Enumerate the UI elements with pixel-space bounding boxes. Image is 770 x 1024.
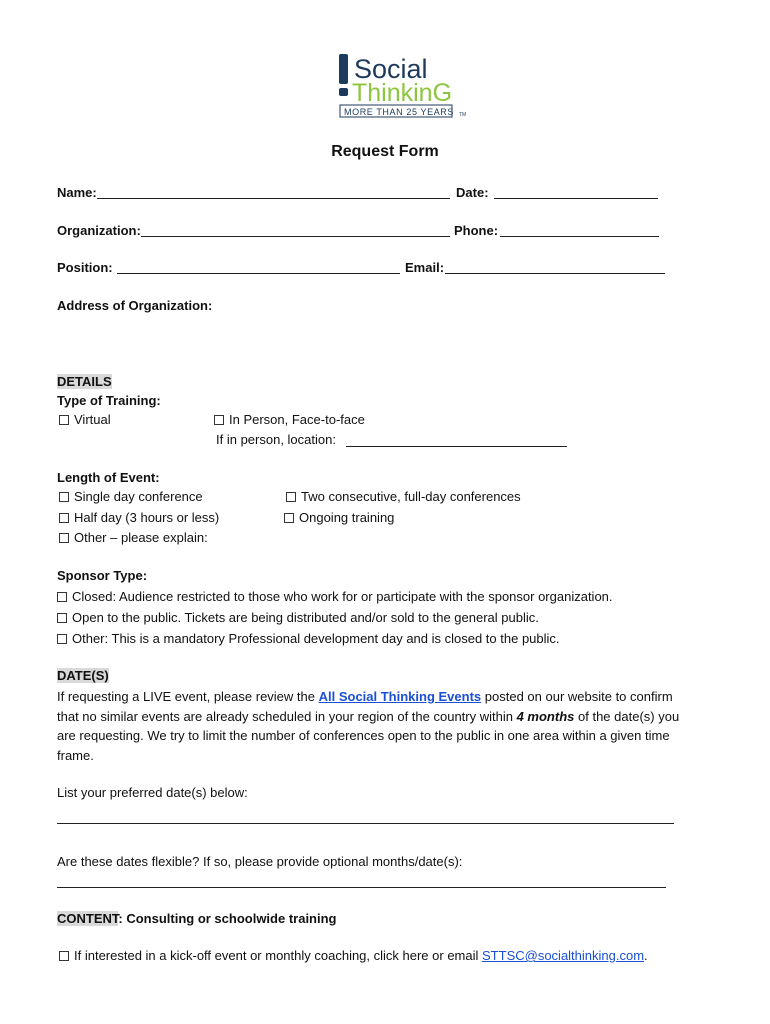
virtual-checkbox[interactable] bbox=[59, 415, 69, 425]
position-field[interactable] bbox=[117, 273, 400, 274]
preferred-dates-field[interactable] bbox=[57, 823, 674, 824]
flexible-dates-label: Are these dates flexible? If so, please provide optional months/date(s): bbox=[57, 854, 463, 869]
single-day-option[interactable]: Single day conference bbox=[59, 489, 203, 504]
all-events-link[interactable]: All Social Thinking Events bbox=[318, 689, 482, 704]
flexible-dates-field[interactable] bbox=[57, 887, 666, 888]
phone-field[interactable] bbox=[500, 236, 659, 237]
location-field[interactable] bbox=[346, 446, 567, 447]
logo-word-thinking: ThinkinG bbox=[352, 79, 453, 107]
email-field[interactable] bbox=[445, 273, 665, 274]
organization-field[interactable] bbox=[141, 236, 450, 237]
logo-tagline: MORE THAN 25 YEARS bbox=[344, 107, 454, 117]
coaching-checkbox[interactable] bbox=[59, 951, 69, 961]
length-label: Length of Event: bbox=[57, 470, 160, 485]
coaching-interest-option[interactable]: If interested in a kick-off event or monthly coaching, click here or email STTSC@socialthinking.com. bbox=[59, 948, 648, 963]
dates-paragraph: If requesting a LIVE event, please review the All Social Thinking Events posted on our website to confirm that no similar events are already scheduled in your region of the country within 4 months of the date(s) you are requesting. We try to limit the number of conferences open to the public in one area within a given time frame. bbox=[57, 689, 680, 763]
half-day-checkbox[interactable] bbox=[59, 513, 69, 523]
other-checkbox[interactable] bbox=[59, 533, 69, 543]
organization-label: Organization bbox=[57, 223, 137, 238]
other-option[interactable]: Other – please explain: bbox=[59, 530, 208, 545]
address-label: Address of Organization: bbox=[57, 298, 213, 313]
details-heading: DETAILS bbox=[57, 374, 112, 389]
virtual-option[interactable]: Virtual bbox=[59, 412, 111, 427]
preferred-dates-label: List your preferred date(s) below: bbox=[57, 785, 248, 800]
date-label: Date bbox=[456, 185, 485, 200]
dates-heading: DATE(S) bbox=[57, 668, 109, 683]
open-checkbox[interactable] bbox=[57, 613, 67, 623]
two-day-checkbox[interactable] bbox=[286, 492, 296, 502]
logo-word-social: Social bbox=[354, 54, 428, 84]
half-day-option[interactable]: Half day (3 hours or less) bbox=[59, 510, 219, 525]
phone-label: Phone bbox=[454, 223, 494, 238]
date-field[interactable] bbox=[494, 198, 658, 199]
mandatory-checkbox[interactable] bbox=[57, 634, 67, 644]
in-person-checkbox[interactable] bbox=[214, 415, 224, 425]
email-label: Email bbox=[405, 260, 440, 275]
open-option[interactable]: Open to the public. Tickets are being distributed and/or sold to the general public. bbox=[57, 610, 539, 625]
social-thinking-logo bbox=[338, 52, 474, 120]
position-label: Position bbox=[57, 260, 109, 275]
page-title: Request Form bbox=[331, 143, 439, 160]
location-label: If in person, location: bbox=[216, 432, 336, 447]
sponsor-type-label: Sponsor Type: bbox=[57, 568, 148, 583]
name-label: Name bbox=[57, 185, 93, 200]
single-day-checkbox[interactable] bbox=[59, 492, 69, 502]
ongoing-checkbox[interactable] bbox=[284, 513, 294, 523]
closed-option[interactable]: Closed: Audience restricted to those who work for or participate with the sponsor organization. bbox=[57, 589, 613, 604]
mandatory-option[interactable]: Other: This is a mandatory Professional development day and is closed to the public. bbox=[57, 631, 560, 646]
name-field[interactable] bbox=[97, 198, 450, 199]
content-heading: CONTENT: Consulting or schoolwide training bbox=[57, 911, 337, 926]
ongoing-option[interactable]: Ongoing training bbox=[284, 510, 394, 525]
training-type-label: Type of Training: bbox=[57, 393, 161, 408]
sttsc-email-link[interactable]: STTSC@socialthinking.com bbox=[482, 948, 645, 963]
in-person-option[interactable]: In Person, Face-to-face bbox=[214, 412, 365, 427]
two-day-option[interactable]: Two consecutive, full-day conferences bbox=[286, 489, 521, 504]
closed-checkbox[interactable] bbox=[57, 592, 67, 602]
svg-text:TM: TM bbox=[459, 112, 467, 118]
